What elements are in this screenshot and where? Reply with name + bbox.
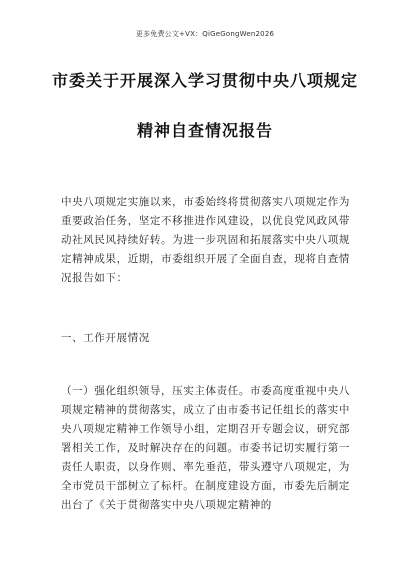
document-title-line1: 市委关于开展深入学习贯彻中央八项规定 <box>51 71 358 90</box>
document-title-line2: 精神自查情况报告 <box>136 121 273 140</box>
header-note: 更多免费公文+VX：QiGeGongWen2026 <box>135 30 275 38</box>
intro-paragraph: 中央八项规定实施以来，市委始终将贯彻落实八项规定作为重要政治任务，坚定不移推进作风建设，以优良党风政风带动社风民风持续好转。为进一步巩固和拓展落实中央八项规定精神成果，近期，市委组织开展了全面自查，现将自查情况报告如下： <box>61 196 350 284</box>
body-paragraph: （一）强化组织领导，压实主体责任。市委高度重视中央八项规定精神的贯彻落实，成立了由市委书记任组长的落实中央八项规定精神工作领导小组，定期召开专题会议，研究部署相关工作，及时解决存在的问题。市委书记切实履行第一责任人职责，以身作则、率先垂范，带头遵守八项规定，为全市党员干部树立了标杆。在制度建设方面，市委先后制定出台了《关于贯彻落实中央八项规定精神的 <box>61 385 350 511</box>
section-heading: 一、工作开展情况 <box>61 332 150 344</box>
